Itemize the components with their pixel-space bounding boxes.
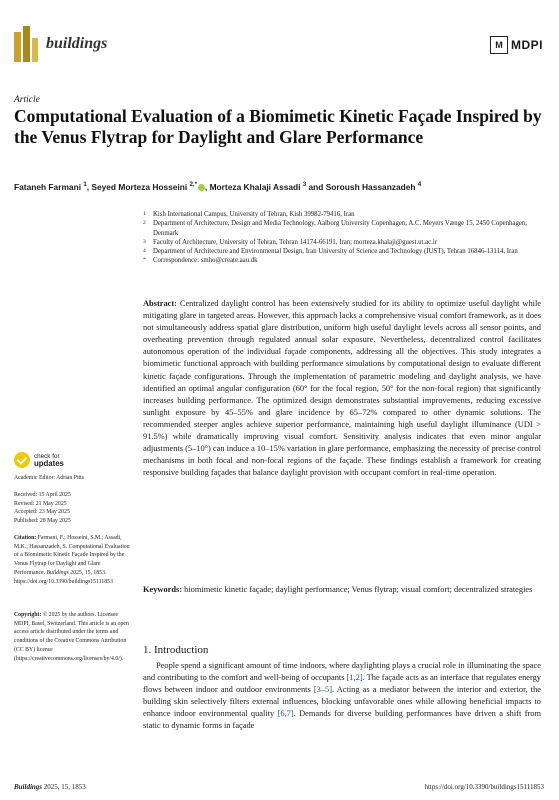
journal-logo[interactable] (14, 26, 107, 62)
affiliation-item (143, 219, 543, 238)
affiliation-item (143, 210, 543, 219)
citation-doi-link[interactable]: 1853. https://doi.org/10.3390/buildings15111853 (14, 569, 113, 585)
received-date: Received: 15 April 2025 (14, 492, 71, 498)
introduction-paragraph (143, 660, 541, 733)
author-name[interactable]: Morteza Khalaji Assadi (209, 181, 301, 192)
copyright-label: Copyright: (14, 612, 42, 618)
author-affiliation-marker: 3 (302, 182, 307, 188)
intro-text: . Acting as a mediator between the interior and exterior, the building skin selectively filters external influences, blocking unfavorable ones while allowing beneficial impacts to enhance indoor environmental quality (143, 685, 541, 719)
academic-editor: Academic Editor: Adrian Pitts (14, 475, 85, 481)
check-updates-label (34, 453, 64, 468)
revised-date: Revised: 21 May 2025 (14, 500, 67, 507)
correspondence-email[interactable]: Correspondence: smho@create.aau.dk (153, 257, 258, 265)
keywords-text: biomimetic kinetic façade; daylight performance; Venus flytrap; visual comfort; decentralized strategies (184, 585, 533, 594)
author-name[interactable]: Soroush Hassanzadeh (325, 181, 416, 192)
affiliation-number: * (143, 257, 146, 264)
affiliation-text: Department of Architecture, Design and Media Technology, Aalborg University Copenhagen, A.C. Meyers Vænge 15, 2450 Copenhagen, Denmark (153, 220, 527, 237)
citation-link[interactable]: [3–5] (313, 685, 332, 695)
affiliation-item (143, 247, 543, 256)
author-affiliation-marker: 4 (417, 182, 422, 188)
abstract (143, 298, 541, 479)
author-conjunction: and (308, 181, 324, 192)
published-date: Published: 28 May 2025 (14, 518, 71, 525)
citation-text: Farmani, F.; Hosseini, S.M.; Assadi, M.K.; Hassanzadeh, S. Computational Evaluation of a Biomimetic Kinetic Façade Inspired by the Venus Flytrap for Daylight and Glare Performance. (14, 535, 130, 576)
footer-citation (14, 783, 86, 791)
author-name[interactable]: Fataneh Farmani (14, 181, 82, 192)
affiliation-number: 1 (143, 211, 146, 217)
intro-text: . The façade acts as an interface that regulates energy flows between indoor and outdoor environments (143, 673, 541, 695)
footer-doi-link[interactable]: https://doi.org/10.3390/buildings15111853 (424, 783, 544, 791)
affiliation-text: Kish International Campus, University of Tehran, Kish 39982-79416, Iran (153, 211, 355, 218)
citation-label: Citation: (14, 535, 37, 541)
copyright-block (14, 611, 132, 663)
footer-volume: 2025, 15, 1853 (43, 783, 86, 791)
page-footer (14, 783, 544, 791)
affiliation-text: Faculty of Architecture, University of Tehran, Tehran 14174-66191, Iran; morteza.khalaji@guest.ut.ac.ir (153, 238, 438, 246)
check-updates-line2: updates (34, 459, 64, 468)
article-title: Computational Evaluation of a Biomimetic Kinetic Façade Inspired by the Venus Flytrap for Daylight and Glare Performance (14, 106, 542, 147)
mdpi-logo-icon: M (490, 36, 508, 54)
copyright-text: © 2025 by the authors. Licensee MDPI, Basel, Switzerland. This article is an open access article distributed under the terms and conditions of the Creative Commons Attribution (CC BY) license (https://creativecommons.org/licenses/by/4.0/). (14, 612, 129, 662)
footer-journal: Buildings (14, 783, 43, 791)
section-heading-introduction: 1. Introduction (143, 644, 209, 656)
affiliation-number: 4 (143, 248, 146, 255)
affiliation-item (143, 238, 543, 247)
buildings-logo-icon (14, 26, 38, 62)
abstract-text: Centralized daylight control has been extensively studied for its ability to optimize useful daylight while mitigating glare in targeted areas. However, this approach lacks a comprehensive visual comfort framework, as it does not simultaneously address spatial glare distribution, uniform high useful daylight levels across all sensor points, and overheating prevention through regulated annual solar exposure. Nevertheless, decentralized control facilitates autonomous operation of the individual façade components, addressing all the objectives. This study integrates a biomimetic functional approach with building performance simulations by computational design to evaluate different kinetic façade configurations. Through the implementation of parametric modeling and daylight analysis, we have identified an optimal angular configuration (60° for the focal region, 50° for the non-focal region) that significantly increases building performance. The optimized design demonstrates substantial improvements, reducing excessive sunlight exposure by 45–55% and glare incidence by 65–72% compared to other dynamic solutions. The recommended steeper angles achieve superior performance, maintaining high useful daylight illuminance (UDI > 91.5%) while dramatically improving visual comfort. Sensitivity analysis indicates that even minor angular adjustments (5–10°) can induce a 10–15% variation in glare performance, emphasizing the necessity of precise control mechanisms in both focal and non-focal regions of the façade. These findings establish a framework for creating responsive building façades that balance daylight provision with occupant comfort in real-time operation. (143, 299, 541, 478)
citation-link[interactable]: [6,7] (277, 709, 294, 719)
affiliations (143, 210, 543, 266)
check-updates-icon (14, 452, 30, 468)
author-list: Fataneh Farmani $^1$, Seyed Morteza Hosseini $^{2,*}$ , Morteza Khalaji Assadi $^3$ and Soroush Hassanzadeh $^4$ (14, 181, 422, 192)
author-affiliation-marker: 1 (83, 182, 87, 188)
article-type: Article (14, 95, 40, 105)
check-updates-line1: check for (34, 452, 60, 460)
affiliation-number: 3 (143, 238, 146, 245)
citation-journal: Buildings (46, 569, 69, 576)
citation-block (14, 534, 132, 586)
affiliation-text: Department of Architecture and Environmental Design, Iran University of Science and Technology (IUST), Tehran 16846-13114, Iran (153, 248, 518, 256)
check-for-updates-badge[interactable] (14, 452, 64, 468)
orcid-icon[interactable] (198, 184, 205, 191)
author-name[interactable]: Seyed Morteza Hosseini (91, 181, 188, 192)
accepted-date: Accepted: 23 May 2025 (14, 509, 70, 516)
affiliation-number: 2 (143, 220, 146, 227)
intro-text: People spend a significant amount of time indoors, where daylighting plays a crucial role in illuminating the space and contributing to the comfort and well-being of occupants (143, 661, 541, 683)
affiliation-item (143, 256, 543, 265)
author-affiliation-marker: 2,* (189, 182, 197, 188)
intro-text: . Demands for diverse building performances have driven a shift from static to dynamic forms in façade (143, 709, 541, 731)
keywords-label: Keywords: (143, 585, 183, 594)
publication-dates (14, 491, 132, 526)
publisher-logo[interactable] (490, 36, 543, 54)
abstract-label: Abstract: (143, 299, 177, 308)
journal-name: buildings (46, 35, 108, 52)
citation-volume: 2025, 15, (70, 569, 92, 576)
citation-link[interactable]: [1,2] (346, 673, 363, 683)
keywords (143, 584, 541, 596)
publisher-name: MDPI (511, 38, 543, 52)
